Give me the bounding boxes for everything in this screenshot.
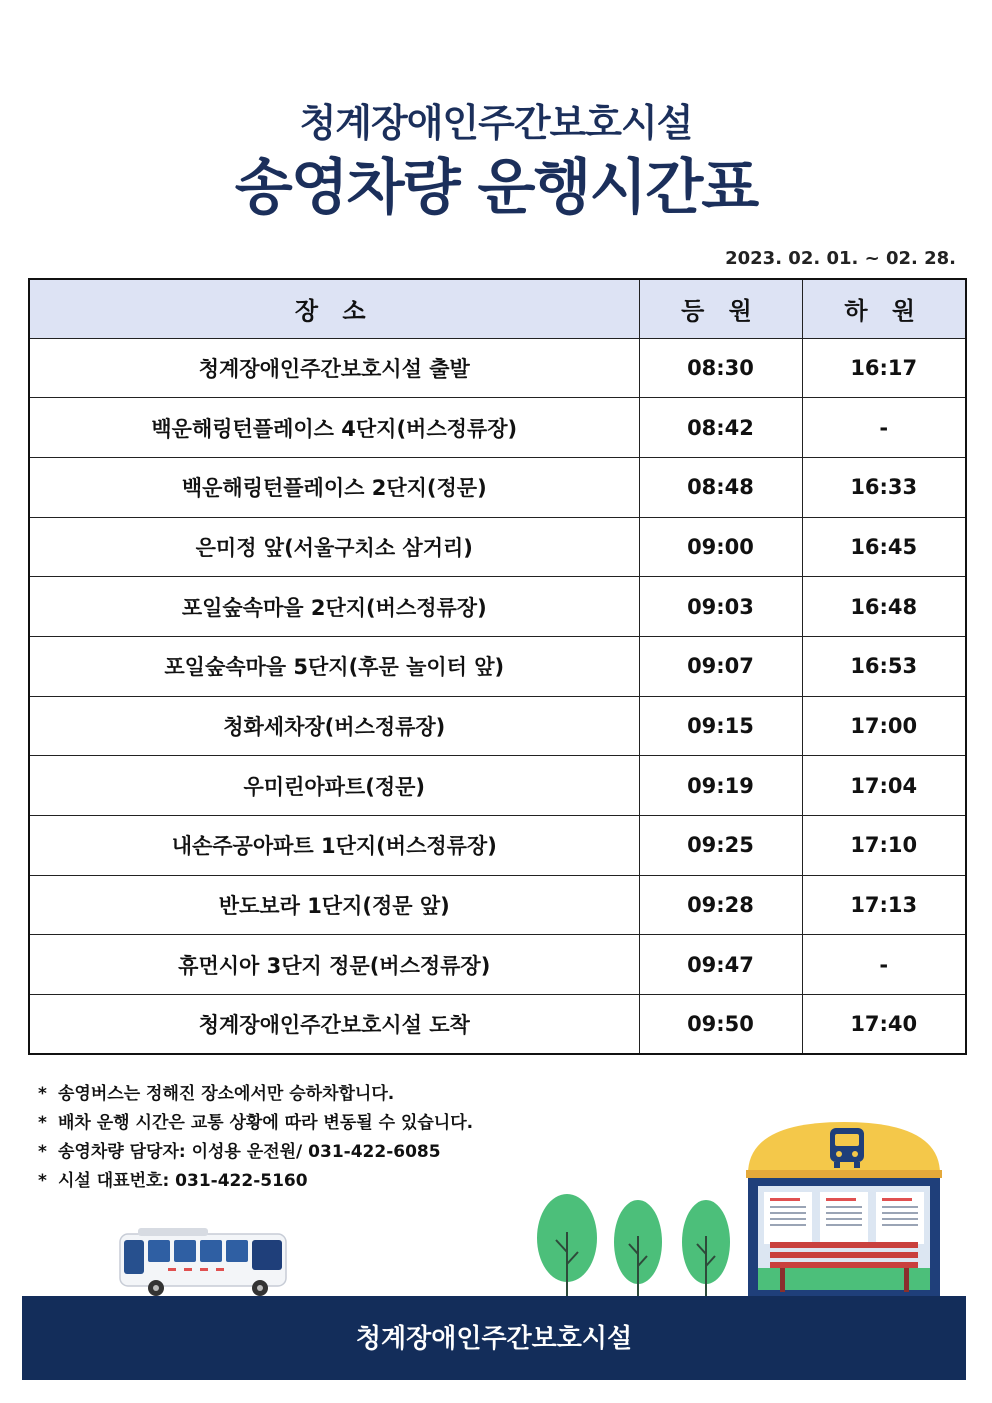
note-text: 시설 대표번호: 031-422-5160 bbox=[58, 1171, 308, 1191]
table-row bbox=[29, 577, 966, 637]
place-cell: 청계장애인주간보호시설 출발 bbox=[29, 338, 639, 398]
arrival-time-cell: 09:03 bbox=[639, 577, 802, 637]
table-row bbox=[29, 398, 966, 458]
footer-bar bbox=[22, 1296, 966, 1380]
note-item bbox=[38, 1080, 473, 1109]
departure-time-cell: 16:17 bbox=[802, 338, 966, 398]
departure-time-cell: 17:10 bbox=[802, 816, 966, 876]
table-row bbox=[29, 696, 966, 756]
place-cell: 포일숲속마을 2단지(버스정류장) bbox=[29, 577, 639, 637]
departure-time-cell: 17:13 bbox=[802, 875, 966, 935]
place-cell: 내손주공아파트 1단지(버스정류장) bbox=[29, 816, 639, 876]
header-departure: 하 원 bbox=[802, 279, 966, 338]
table-row bbox=[29, 995, 966, 1055]
place-cell: 우미린아파트(정문) bbox=[29, 756, 639, 816]
header-place: 장 소 bbox=[29, 279, 639, 338]
organization-title: 청계장애인주간보호시설 bbox=[299, 101, 693, 145]
notes-list bbox=[38, 1080, 473, 1196]
arrival-time-cell: 09:47 bbox=[639, 935, 802, 995]
arrival-time-cell: 09:15 bbox=[639, 696, 802, 756]
table-row bbox=[29, 517, 966, 577]
header-arrival: 등 원 bbox=[639, 279, 802, 338]
departure-time-cell: 17:00 bbox=[802, 696, 966, 756]
arrival-time-cell: 09:00 bbox=[639, 517, 802, 577]
arrival-time-cell: 08:30 bbox=[639, 338, 802, 398]
table-row bbox=[29, 816, 966, 876]
note-text: 송영버스는 정해진 장소에서만 승하차합니다. bbox=[58, 1084, 395, 1104]
arrival-time-cell: 09:50 bbox=[639, 995, 802, 1055]
tree-icon bbox=[610, 1196, 666, 1300]
departure-time-cell: - bbox=[802, 935, 966, 995]
table-row bbox=[29, 935, 966, 995]
table-header-row bbox=[29, 279, 966, 338]
departure-time-cell: 16:48 bbox=[802, 577, 966, 637]
place-cell: 포일숲속마을 5단지(후문 놀이터 앞) bbox=[29, 636, 639, 696]
arrival-time-cell: 09:07 bbox=[639, 636, 802, 696]
departure-time-cell: 17:40 bbox=[802, 995, 966, 1055]
arrival-time-cell: 08:48 bbox=[639, 457, 802, 517]
place-cell: 청계장애인주간보호시설 도착 bbox=[29, 995, 639, 1055]
footer-org-name: 청계장애인주간보호시설 bbox=[355, 1324, 633, 1354]
arrival-time-cell: 09:19 bbox=[639, 756, 802, 816]
arrival-time-cell: 08:42 bbox=[639, 398, 802, 458]
bus-illustration bbox=[112, 1226, 292, 1302]
departure-time-cell: - bbox=[802, 398, 966, 458]
departure-time-cell: 16:33 bbox=[802, 457, 966, 517]
place-cell: 반도보라 1단지(정문 앞) bbox=[29, 875, 639, 935]
table-row bbox=[29, 875, 966, 935]
table-row bbox=[29, 636, 966, 696]
schedule-table bbox=[28, 278, 967, 1055]
tree-icon bbox=[678, 1196, 734, 1300]
note-bullet: * bbox=[38, 1113, 47, 1133]
note-bullet: * bbox=[38, 1142, 47, 1162]
schedule-period: 2023. 02. 01. ~ 02. 28. bbox=[725, 248, 956, 269]
place-cell: 휴먼시아 3단지 정문(버스정류장) bbox=[29, 935, 639, 995]
note-item bbox=[38, 1138, 473, 1167]
note-bullet: * bbox=[38, 1171, 47, 1191]
bus-sign-icon bbox=[826, 1126, 868, 1170]
place-cell: 은미정 앞(서울구치소 삼거리) bbox=[29, 517, 639, 577]
departure-time-cell: 16:53 bbox=[802, 636, 966, 696]
note-item bbox=[38, 1109, 473, 1138]
place-cell: 청화세차장(버스정류장) bbox=[29, 696, 639, 756]
place-cell: 백운해링턴플레이스 2단지(정문) bbox=[29, 457, 639, 517]
document-title: 송영차량 운행시간표 bbox=[234, 153, 758, 223]
departure-time-cell: 16:45 bbox=[802, 517, 966, 577]
note-bullet: * bbox=[38, 1084, 47, 1104]
departure-time-cell: 17:04 bbox=[802, 756, 966, 816]
arrival-time-cell: 09:28 bbox=[639, 875, 802, 935]
arrival-time-cell: 09:25 bbox=[639, 816, 802, 876]
note-item bbox=[38, 1167, 473, 1196]
table-row bbox=[29, 338, 966, 398]
note-text: 송영차량 담당자: 이성용 운전원/ 031-422-6085 bbox=[58, 1142, 441, 1162]
note-text: 배차 운행 시간은 교통 상황에 따라 변동될 수 있습니다. bbox=[58, 1113, 474, 1133]
table-row bbox=[29, 457, 966, 517]
table-row bbox=[29, 756, 966, 816]
tree-icon bbox=[532, 1192, 602, 1300]
schedule-body bbox=[29, 338, 966, 1054]
place-cell: 백운해링턴플레이스 4단지(버스정류장) bbox=[29, 398, 639, 458]
